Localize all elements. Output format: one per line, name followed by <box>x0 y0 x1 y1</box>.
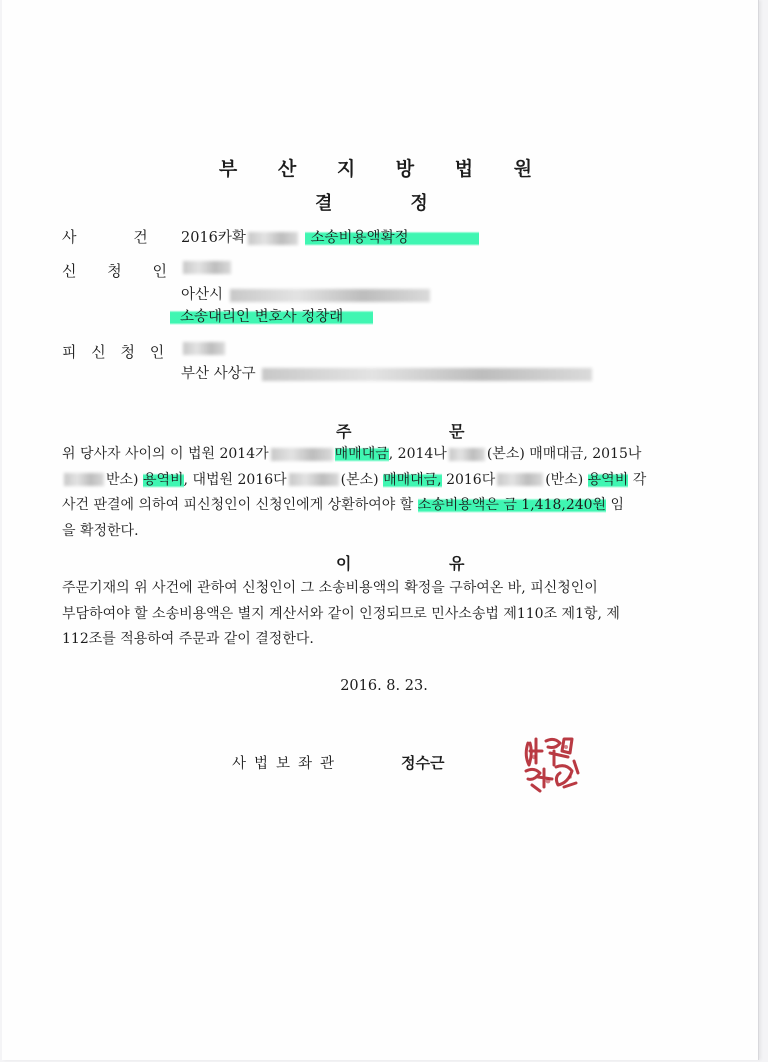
reason-line-3: 112조를 적용하여 주문과 같이 결정한다. <box>62 631 314 647</box>
order-body <box>62 442 708 544</box>
case-title: 소송비용액확정 <box>305 230 479 246</box>
order-text: 2016다 <box>446 471 496 488</box>
order-highlight: 용역비 <box>587 471 629 488</box>
order-title: 주 문 <box>336 422 511 441</box>
case-label: 사 건 <box>62 228 174 246</box>
order-text: , 2014나 <box>388 446 447 462</box>
applicant-agent-row <box>170 305 373 326</box>
officer-title: 사법보좌관 <box>232 756 343 772</box>
order-text: (반소) <box>545 471 584 488</box>
order-text: 사건 판결에 의하여 피신청인이 신청인에게 상환하여야 할 <box>62 497 414 513</box>
applicant-address <box>181 283 432 304</box>
decision-title-char-1: 결 <box>315 193 333 214</box>
order-text: 임 <box>610 497 625 513</box>
redaction-block <box>64 473 104 486</box>
redaction-block <box>183 342 225 355</box>
redaction-block <box>230 289 430 302</box>
case-number: 2016카확 <box>181 230 246 246</box>
order-text: (본소) 매매대금, 2015나 <box>486 446 642 462</box>
decision-title <box>315 189 428 215</box>
applicant-agent: 소송대리인 변호사 정창래 <box>170 309 373 325</box>
reason-line-2: 부담하여야 할 소송비용액은 별지 계산서와 같이 인정되므로 민사소송법 제110조 제1항, 제 <box>62 605 620 622</box>
case-value <box>181 226 479 247</box>
applicant-address-city: 아산시 <box>181 287 224 303</box>
redaction-block <box>289 473 339 486</box>
respondent-address-city: 부산 사상구 <box>181 366 256 382</box>
redaction-block <box>271 448 333 461</box>
redaction-block <box>262 368 592 381</box>
reason-line-1: 주문기재의 위 사건에 관하여 신청인이 그 소송비용액의 확정을 구하여온 바, 피신청인이 <box>62 580 598 596</box>
reason-title: 이 유 <box>336 554 511 573</box>
respondent-label: 피 신 청 인 <box>62 343 170 361</box>
order-text: , 대법원 2016다 <box>183 471 287 488</box>
respondent-name <box>181 340 227 356</box>
order-text: 반소) <box>106 471 139 488</box>
decision-title-char-2: 정 <box>410 193 428 214</box>
order-line-2 <box>62 468 708 494</box>
court-seal-icon <box>520 733 584 795</box>
order-text: 각 <box>632 471 647 488</box>
officer-name: 정수근 <box>401 754 445 772</box>
order-highlight: 매매대금 <box>334 446 389 462</box>
order-amount-highlight: 소송비용액은 금 1,418,240원 <box>417 497 607 513</box>
redaction-block <box>497 473 543 486</box>
redaction-block <box>248 232 298 245</box>
reason-body <box>62 576 708 653</box>
order-line-4: 을 확정한다. <box>62 522 139 539</box>
order-line-3 <box>62 493 708 519</box>
redaction-block <box>449 448 485 461</box>
court-name: 부 산 지 방 법 원 <box>218 158 550 180</box>
order-text: (본소) <box>340 471 379 488</box>
order-line-1 <box>62 442 708 468</box>
redaction-block <box>183 261 231 274</box>
applicant-label: 신 청 인 <box>62 262 181 280</box>
order-text: 위 당사자 사이의 이 법원 2014가 <box>62 446 269 462</box>
order-highlight: 매매대금, <box>383 471 442 488</box>
respondent-address <box>181 362 594 383</box>
applicant-name <box>181 259 233 275</box>
order-highlight: 용역비 <box>142 471 184 488</box>
decision-date: 2016. 8. 23. <box>340 678 428 694</box>
